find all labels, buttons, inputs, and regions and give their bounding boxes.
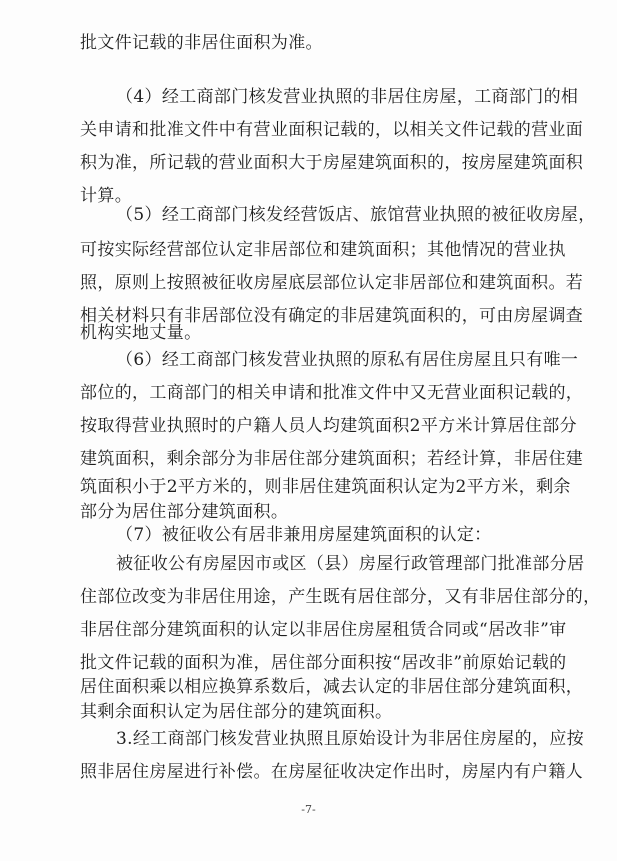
text-line: 机构实地丈量。 bbox=[80, 323, 202, 343]
text-line: 批文件记载的非居住面积为准。 bbox=[80, 33, 323, 53]
text-line: 非居住部分建筑面积的认定以非居住房屋租赁合同或“居改非”审 bbox=[80, 620, 567, 640]
text-line: 建筑面积，剩余部分为非居住部分建筑面积；若经计算，非居住建 bbox=[80, 449, 584, 469]
text-line: 居住面积乘以相应换算系数后，减去认定的非居住部分建筑面积， bbox=[80, 677, 584, 697]
text-line: 按取得营业执照时的户籍人员人均建筑面积2平方米计算居住部分 bbox=[80, 416, 577, 436]
text-line: 其剩余面积认定为居住部分的建筑面积。 bbox=[80, 702, 393, 722]
text-line: 照，原则上按照被征收房屋底层部位认定非居部位和建筑面积。若 bbox=[80, 273, 584, 293]
text-line: 住部位改变为非居住用途，产生既有居住部分，又有非居住部分的， bbox=[80, 587, 601, 607]
page-number: -7- bbox=[301, 803, 316, 816]
text-line: 照非居住房屋进行补偿。在房屋征收决定作出时，房屋内有户籍人 bbox=[80, 762, 584, 782]
text-line: 计算。 bbox=[80, 186, 133, 206]
text-line: 关申请和批准文件中有营业面积记载的，以相关文件记载的营业面 bbox=[80, 120, 584, 140]
paragraph-3-heading: 3.经工商部门核发营业执照且原始设计为非居住房屋的，应按 bbox=[116, 729, 585, 749]
paragraph-4-heading: （4）经工商部门核发营业执照的非居住房屋，工商部门的相 bbox=[116, 87, 579, 107]
paragraph-5-heading: （5）经工商部门核发经营饭店、旅馆营业执照的被征收房屋， bbox=[116, 205, 596, 225]
text-line: 相关材料只有非居部位没有确定的非居建筑面积的，可由房屋调查 bbox=[80, 306, 584, 326]
text-line: 积为准，所记载的营业面积大于房屋建筑面积的，按房屋建筑面积 bbox=[80, 153, 584, 173]
text-line: 部分为居住部分建筑面积。 bbox=[80, 502, 289, 522]
text-line: 可按实际经营部位认定非居部位和建筑面积；其他情况的营业执 bbox=[80, 240, 566, 260]
paragraph-7-heading: （7）被征收公有居非兼用房屋建筑面积的认定： bbox=[116, 525, 492, 545]
paragraph-6-heading: （6）经工商部门核发营业执照的原私有居住房屋且只有唯一 bbox=[116, 350, 579, 370]
text-line: 筑面积小于2平方米的，则非居住建筑面积认定为2平方米，剩余 bbox=[80, 477, 571, 497]
text-line: 部位的，工商部门的相关申请和批准文件中又无营业面积记载的， bbox=[80, 383, 584, 403]
text-line: 批文件记载的面积为准，居住部分面积按“居改非”前原始记载的 bbox=[80, 653, 567, 673]
text-line: 被征收公有房屋因市或区（县）房屋行政管理部门批准部分居 bbox=[116, 554, 585, 574]
